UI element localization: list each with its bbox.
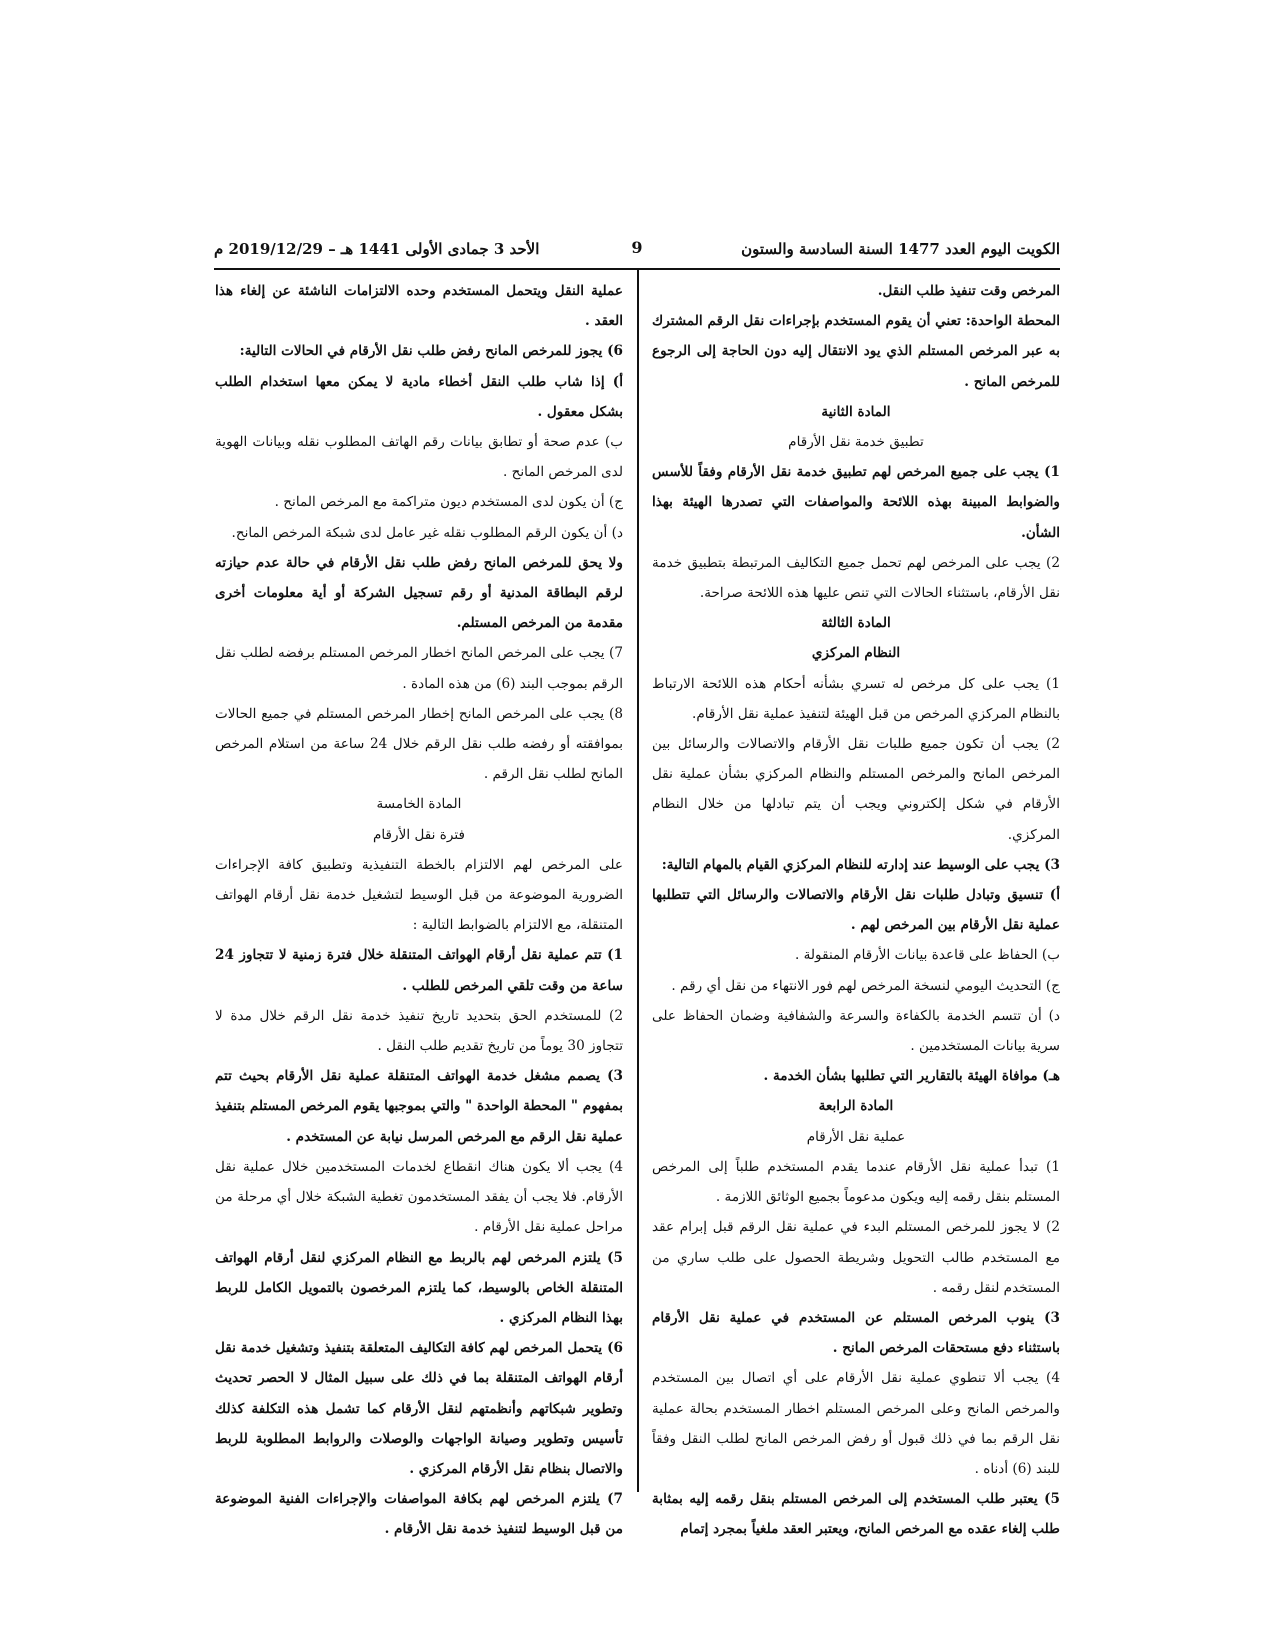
sub-clause: د) أن تتسم الخدمة بالكفاءة والسرعة والشفافية وضمان الحفاظ على سرية بيانات المستخدمين . [652, 1007, 1060, 1055]
page-number: 9 [631, 238, 643, 257]
issue-date: الأحد 3 جمادى الأولى 1441 هـ – 2019/12/29 م [214, 240, 540, 258]
article-subheading: عملية نقل الأرقام [806, 1128, 906, 1145]
clause: 7) يلتزم المرخص لهم بكافة المواصفات والإجراءات الفنية الموضوعة من قبل الوسيط لتنفيذ خدمة نقل الأرقام . [215, 1491, 623, 1538]
clause: 8) يجب على المرخص المانح إخطار المرخص المستلم في جميع الحالات بموافقته أو رفضه طلب نقل الرقم خلال 24 ساعة من استلام المرخص المانح لطلب نقل الرقم . [215, 705, 623, 783]
clause: 3) ينوب المرخص المستلم عن المستخدم في عملية نقل الأرقام باستثناء دفع مستحقات المرخص المانح . [652, 1309, 1060, 1357]
clause: 2) يجب أن تكون جميع طلبات نقل الأرقام والاتصالات والرسائل بين المرخص المانح والمرخص المستلم والنظام المركزي بشأن عملية نقل الأرقام في شكل إلكتروني ويجب أن يتم تبادلها من خلال النظام المركزي. [652, 736, 1060, 843]
sub-clause: ب) الحفاظ على قاعدة بيانات الأرقام المنقولة . [794, 947, 1060, 964]
clause: 1) يجب على جميع المرخص لهم تطبيق خدمة نقل الأرقام وفقاً للأسس والضوابط المبينة بهذه اللائحة والمواصفات التي تصدرها الهيئة بهذا الشأن. [652, 464, 1060, 541]
clause: 4) يجب ألا يكون هناك انقطاع لخدمات المستخدمين خلال عملية نقل الأرقام. فلا يجب أن يفقد المستخدمون تغطية الشبكة خلال أي مرحلة من مراحل عملية نقل الأرقام . [215, 1158, 623, 1236]
paragraph: المرخص وقت تنفيذ طلب النقل. [877, 283, 1060, 299]
right-column [652, 276, 1060, 1545]
clause: 5) يلتزم المرخص لهم بالربط مع النظام المركزي لنقل أرقام الهواتف المتنقلة الخاص بالوسيط، كما يلتزم المرخصون بالتمويل الكامل للربط بهذا النظام المركزي . [215, 1249, 623, 1326]
clause: 4) يجب ألا تنطوي عملية نقل الأرقام على أي اتصال بين المستخدم والمرخص المانح وعلى المرخص المستلم اخطار المستخدم بحالة عملية نقل الرقم بما في ذلك قبول أو رفض المرخص المانح لطلب النقل وفقاً للبند (6) أدناه . [652, 1370, 1060, 1477]
paragraph: عملية النقل ويتحمل المستخدم وحده الالتزامات الناشئة عن إلغاء هذا العقد . [215, 283, 623, 330]
article-heading: المادة الثالثة [821, 615, 891, 632]
article-heading: المادة الرابعة [818, 1098, 894, 1115]
clause: 6) يجوز للمرخص المانح رفض طلب نقل الأرقام في الحالات التالية: [239, 343, 623, 360]
clause: 1) تبدأ عملية نقل الأرقام عندما يقدم المستخدم طلباً إلى المرخص المستلم بنقل رقمه إليه ويكون مدعوماً بجميع الوثائق اللازمة . [652, 1158, 1060, 1206]
article-subheading: تطبيق خدمة نقل الأرقام [788, 434, 924, 451]
sub-clause: ج) التحديث اليومي لنسخة المرخص لهم فور الانتهاء من نقل أي رقم . [671, 977, 1060, 994]
paragraph: على المرخص لهم الالتزام بالخطة التنفيذية وتطبيق كافة الإجراءات الضرورية الموضوعة من قبل الوسيط لتشغيل خدمة نقل أرقام الهواتف المتنقلة، مع الالتزام بالضوابط التالية : [215, 856, 623, 934]
gazette-issue-info: الكويت اليوم العدد 1477 السنة السادسة والستون [741, 240, 1060, 258]
clause: 2) يجب على المرخص لهم تحمل جميع التكاليف المرتبطة بتطبيق خدمة نقل الأرقام، باستثناء الحالات التي تنص عليها هذه اللائحة صراحة. [652, 554, 1060, 602]
clause: 3) يجب على الوسيط عند إدارته للنظام المركزي القيام بالمهام التالية: [661, 856, 1060, 873]
sub-clause: د) أن يكون الرقم المطلوب نقله غير عامل لدى شبكة المرخص المانح. [231, 524, 623, 541]
clause: 6) يتحمل المرخص لهم كافة التكاليف المتعلقة بتنفيذ وتشغيل خدمة نقل أرقام الهواتف المتنقلة بما في ذلك على سبيل المثال لا الحصر تحديث وتطوير شبكاتهم وأنظمتهم لنقل الأرقام كما تشمل هذه التكلفة كذلك تأسيس وتطوير وصيانة الواجهات والوصلات والروابط المطلوبة للربط والاتصال بنظام نقل الأرقام المركزي . [215, 1340, 623, 1477]
page-header [214, 236, 1060, 266]
sub-clause: أ) إذا شاب طلب النقل أخطاء مادية لا يمكن معها استخدام الطلب بشكل معقول . [215, 373, 623, 420]
paragraph: ولا يحق للمرخص المانح رفض طلب نقل الأرقام في حالة عدم حيازته لرقم البطاقة المدنية أو رقم تسجيل الشركة أو أية معلومات أخرى مقدمة من المرخص المستلم. [215, 554, 623, 632]
clause: 1) تتم عملية نقل أرقام الهواتف المتنقلة خلال فترة زمنية لا تتجاوز 24 ساعة من وقت تلقي المرخص للطلب . [215, 947, 623, 994]
left-column [215, 276, 623, 1545]
clause: 7) يجب على المرخص المانح اخطار المرخص المستلم برفضه لطلب نقل الرقم بموجب البند (6) من هذه المادة . [215, 645, 623, 692]
column-divider [637, 270, 639, 1492]
clause: 5) يعتبر طلب المستخدم إلى المرخص المستلم بنقل رقمه إليه بمثابة طلب إلغاء عقده مع المرخص المانح، ويعتبر العقد ملغياً بمجرد إتمام [652, 1491, 1060, 1538]
clause: 2) للمستخدم الحق بتحديد تاريخ تنفيذ خدمة نقل الرقم خلال مدة لا تتجاوز 30 يوماً من تاريخ تقديم طلب النقل . [215, 1007, 623, 1055]
sub-clause: ب) عدم صحة أو تطابق بيانات رقم الهاتف المطلوب نقله وبيانات الهوية لدى المرخص المانح . [215, 434, 623, 481]
definition-one-stop: المحطة الواحدة: تعني أن يقوم المستخدم بإجراءات نقل الرقم المشترك به عبر المرخص المستلم الذي يود الانتقال إليه دون الحاجة إلى الرجوع للمرخص المانح . [652, 313, 1060, 390]
clause: 2) لا يجوز للمرخص المستلم البدء في عملية نقل الرقم قبل إبرام عقد مع المستخدم طالب التحويل وشريطة الحصول على طلب ساري من المستخدم لنقل رقمه . [652, 1219, 1060, 1296]
article-heading: المادة الخامسة [376, 796, 462, 813]
sub-clause: هـ) موافاة الهيئة بالتقارير التي تطلبها بشأن الخدمة . [763, 1068, 1060, 1085]
article-subheading: فترة نقل الأرقام [373, 826, 465, 843]
article-subheading: النظام المركزي [811, 645, 901, 662]
clause: 1) يجب على كل مرخص له تسري بشأنه أحكام هذه اللائحة الارتباط بالنظام المركزي المرخص من قبل الهيئة لتنفيذ عملية نقل الأرقام. [652, 675, 1060, 722]
sub-clause: ج) أن يكون لدى المستخدم ديون متراكمة مع المرخص المانح . [274, 494, 623, 511]
clause: 3) يصمم مشغل خدمة الهواتف المتنقلة عملية نقل الأرقام بحيث تتم بمفهوم " المحطة الواحدة " والتي بموجبها يقوم المرخص المستلم بتنفيذ عملية نقل الرقم مع المرخص المرسل نيابة عن المستخدم . [215, 1068, 623, 1145]
sub-clause: أ) تنسيق وتبادل طلبات نقل الأرقام والاتصالات والرسائل التي تتطلبها عملية نقل الأرقام بين المرخص لهم . [652, 887, 1060, 934]
article-heading: المادة الثانية [821, 403, 891, 420]
